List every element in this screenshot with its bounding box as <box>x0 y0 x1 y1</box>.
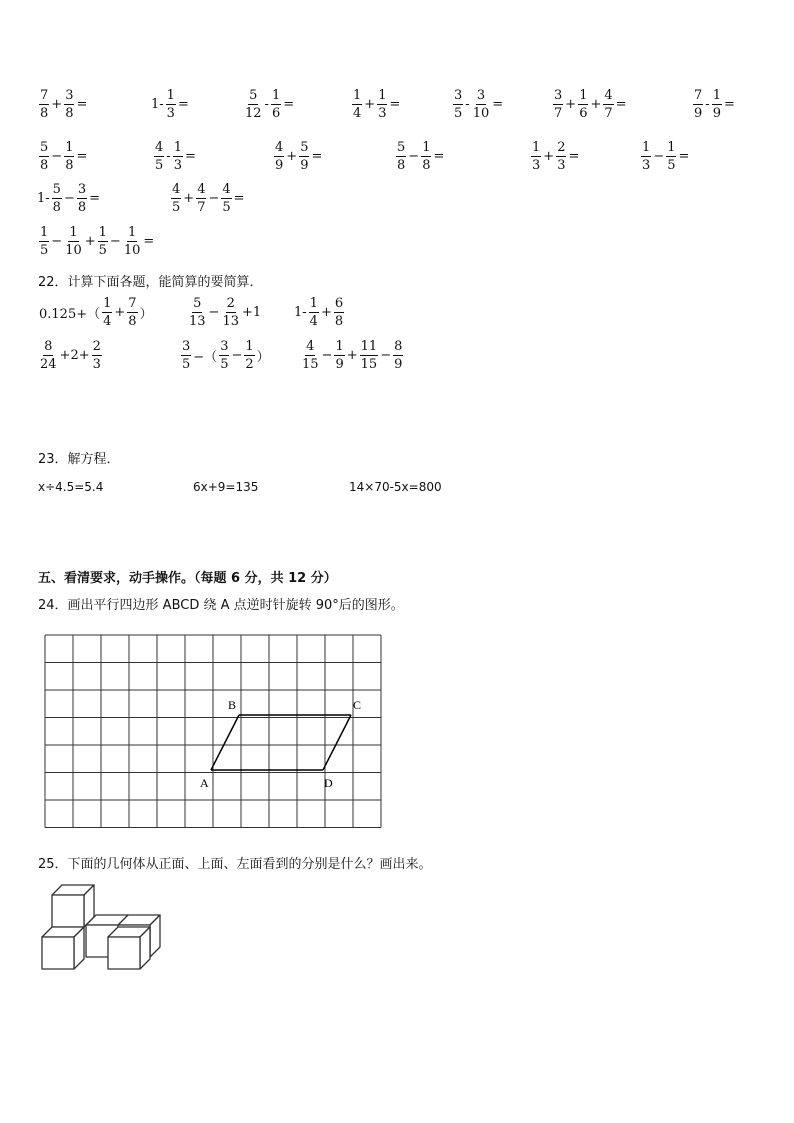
fraction <box>64 141 74 172</box>
operator-text: − <box>653 149 665 164</box>
cube-stack-figure <box>38 880 168 975</box>
numerator: 2 <box>92 339 101 354</box>
operator-text: = <box>76 97 88 112</box>
numerator: 5 <box>249 88 258 103</box>
vertex-label-d: D <box>324 776 333 790</box>
operator-text: = <box>283 97 295 112</box>
vertex-label-a: A <box>200 776 209 790</box>
denominator: 7 <box>554 106 563 121</box>
fraction <box>166 89 176 120</box>
operator-text: = <box>143 234 155 249</box>
denominator: 8 <box>65 106 74 121</box>
numerator: 3 <box>77 182 87 197</box>
fraction <box>377 89 387 120</box>
numerator: 3 <box>220 339 229 354</box>
denominator: 15 <box>302 357 319 372</box>
fraction <box>39 340 58 371</box>
fraction <box>396 141 406 172</box>
denominator: 5 <box>220 357 229 372</box>
denominator: 8 <box>52 200 61 215</box>
q21-row2-expression-3 <box>273 141 323 172</box>
fraction <box>64 89 74 120</box>
numerator: 1 <box>166 88 175 103</box>
denominator: 5 <box>172 200 181 215</box>
fraction <box>221 297 240 328</box>
numerator: 8 <box>44 339 53 354</box>
fraction <box>39 226 49 257</box>
numerator: 3 <box>476 88 486 103</box>
q21-row2-expression-5 <box>530 141 580 172</box>
denominator: 8 <box>128 314 137 329</box>
section-five-title: 五、看清要求，动手操作。（每题 6 分，共 12 分） <box>38 571 337 586</box>
q22-row1-expression-1 <box>38 297 154 328</box>
fraction <box>188 297 207 328</box>
numerator: 4 <box>604 88 613 103</box>
denominator: 8 <box>40 158 49 173</box>
operator-text: + <box>51 97 63 112</box>
numerator: 4 <box>275 140 284 155</box>
vertex-label-c: C <box>353 698 362 712</box>
operator-text: 0.125+（ <box>39 307 101 322</box>
denominator: 4 <box>103 314 112 329</box>
q21-row1-expression-2 <box>150 89 190 120</box>
q21-row3-expression-1 <box>36 183 101 214</box>
denominator: 13 <box>222 314 239 329</box>
numerator: 5 <box>40 140 49 155</box>
denominator: 7 <box>197 200 206 215</box>
fraction <box>299 141 309 172</box>
denominator: 3 <box>378 106 387 121</box>
fraction <box>531 141 541 172</box>
operator-text: − <box>380 348 392 363</box>
fraction <box>352 89 362 120</box>
operator-text: = <box>311 149 323 164</box>
operator-text: - <box>465 97 470 112</box>
numerator: 1 <box>245 339 254 354</box>
numerator: 1 <box>335 339 344 354</box>
q21-row1-expression-5 <box>452 89 504 120</box>
fraction <box>77 183 87 214</box>
operator-text: - <box>166 149 171 164</box>
operator-text: − <box>51 234 63 249</box>
denominator: 3 <box>532 158 541 173</box>
q21-row2-expression-4 <box>395 141 445 172</box>
operator-text: - <box>705 97 710 112</box>
fraction <box>271 89 281 120</box>
fraction <box>52 183 62 214</box>
operator-text: - <box>264 97 269 112</box>
operator-text: ） <box>139 307 153 322</box>
numerator: 1 <box>40 225 49 240</box>
operator-text: − <box>231 348 243 363</box>
fraction <box>123 226 142 257</box>
operator-text: = <box>177 97 189 112</box>
denominator: 5 <box>222 200 231 215</box>
numerator: 2 <box>226 296 235 311</box>
numerator: 7 <box>40 88 49 103</box>
q21-row1-expression-1 <box>38 89 88 120</box>
fraction <box>393 340 403 371</box>
numerator: 1 <box>642 140 651 155</box>
equation-3: 14×70-5x=800 <box>349 480 442 494</box>
numerator: 1 <box>103 296 112 311</box>
equation-1: x÷4.5=5.4 <box>38 480 104 494</box>
rotation-grid-figure <box>40 630 385 830</box>
fraction <box>421 141 431 172</box>
numerator: 1 <box>353 88 362 103</box>
operator-text: = <box>615 97 627 112</box>
numerator: 8 <box>394 339 403 354</box>
denominator: 10 <box>123 243 141 258</box>
numerator: 4 <box>222 182 231 197</box>
operator-text: +2+ <box>59 348 90 363</box>
numerator: 1 <box>65 140 74 155</box>
operator-text: = <box>389 97 401 112</box>
operator-text: − <box>208 191 220 206</box>
operator-text: = <box>89 191 101 206</box>
numerator: 11 <box>360 339 378 354</box>
fraction <box>171 183 181 214</box>
fraction <box>64 226 83 257</box>
operator-text: = <box>433 149 445 164</box>
operator-text: + <box>565 97 577 112</box>
numerator: 7 <box>694 88 703 103</box>
operator-text: − <box>208 305 220 320</box>
numerator: 1 <box>378 88 387 103</box>
numerator: 1 <box>69 225 78 240</box>
q23-title: 23．解方程． <box>38 452 120 467</box>
cube-front-right <box>108 927 150 969</box>
operator-text: + <box>286 149 298 164</box>
fraction <box>221 183 231 214</box>
fraction <box>98 226 108 257</box>
fraction <box>219 340 229 371</box>
denominator: 9 <box>275 158 284 173</box>
numerator: 5 <box>193 296 202 311</box>
denominator: 5 <box>155 158 164 173</box>
fraction <box>196 183 206 214</box>
q21-row3-expression-2 <box>170 183 246 214</box>
denominator: 9 <box>694 106 703 121</box>
operator-text: + <box>590 97 602 112</box>
denominator: 5 <box>667 158 676 173</box>
denominator: 9 <box>394 357 403 372</box>
q21-row1-expression-3 <box>243 89 295 120</box>
denominator: 5 <box>40 243 49 258</box>
fraction <box>127 297 137 328</box>
numerator: 2 <box>557 140 566 155</box>
denominator: 6 <box>271 106 281 121</box>
fraction <box>360 340 379 371</box>
q22-row2-expression-3 <box>300 340 404 371</box>
q22-row1-expression-3 <box>293 297 345 328</box>
numerator: 1 <box>98 225 107 240</box>
fraction <box>92 340 102 371</box>
numerator: 1 <box>712 88 721 103</box>
operator-text: ） <box>256 350 270 365</box>
numerator: 1 <box>173 140 182 155</box>
fraction <box>334 297 344 328</box>
operator-text: = <box>184 149 196 164</box>
fraction <box>154 141 164 172</box>
q21-row4-expression-1 <box>38 226 155 257</box>
q24-title: 24．画出平行四边形 ABCD 绕 A 点逆时针旋转 90°后的图形。 <box>38 598 404 613</box>
q22-title: 22．计算下面各题，能简算的要简算． <box>38 275 263 290</box>
denominator: 15 <box>360 357 378 372</box>
denominator: 3 <box>173 158 182 173</box>
numerator: 3 <box>182 339 191 354</box>
fraction <box>39 89 49 120</box>
operator-text: − <box>408 149 420 164</box>
parallelogram-side-ab <box>211 715 239 770</box>
denominator: 8 <box>422 158 431 173</box>
q22-row1-expression-2 <box>187 297 262 328</box>
operator-text: 1- <box>37 191 50 206</box>
q21-row2-expression-2 <box>153 141 197 172</box>
operator-text: + <box>364 97 376 112</box>
q21-row1-expression-4 <box>351 89 401 120</box>
numerator: 1 <box>309 296 318 311</box>
fraction <box>102 297 112 328</box>
operator-text: + <box>183 191 195 206</box>
fraction <box>244 89 263 120</box>
operator-text: −（ <box>193 350 218 365</box>
denominator: 3 <box>92 357 101 372</box>
fraction <box>556 141 566 172</box>
cube-top <box>52 885 94 927</box>
numerator: 5 <box>300 140 309 155</box>
denominator: 9 <box>335 357 344 372</box>
denominator: 10 <box>65 243 82 258</box>
q22-row2-expression-2 <box>180 340 271 371</box>
operator-text: = <box>233 191 245 206</box>
numerator: 1 <box>127 225 137 240</box>
numerator: 4 <box>197 182 206 197</box>
fraction <box>578 89 588 120</box>
numerator: 5 <box>52 182 61 197</box>
operator-text: + <box>543 149 555 164</box>
numerator: 4 <box>172 182 181 197</box>
fraction <box>453 89 463 120</box>
denominator: 2 <box>245 357 254 372</box>
numerator: 1 <box>422 140 431 155</box>
fraction <box>712 89 722 120</box>
fraction <box>274 141 284 172</box>
cube-front-left <box>42 927 84 969</box>
equation-2: 6x+9=135 <box>193 480 259 494</box>
vertex-label-b: B <box>228 698 237 712</box>
denominator: 4 <box>353 106 362 121</box>
operator-text: = <box>76 149 88 164</box>
q25-title: 25．下面的几何体从正面、上面、左面看到的分别是什么？画出来。 <box>38 857 432 872</box>
operator-text: − <box>63 191 75 206</box>
denominator: 5 <box>182 357 191 372</box>
operator-text: = <box>678 149 690 164</box>
numerator: 3 <box>65 88 74 103</box>
q21-row1-expression-7 <box>692 89 736 120</box>
denominator: 8 <box>65 158 74 173</box>
fraction <box>301 340 320 371</box>
denominator: 3 <box>642 158 651 173</box>
denominator: 6 <box>579 106 588 121</box>
denominator: 5 <box>454 106 463 121</box>
parallelogram-side-cd <box>323 715 351 770</box>
operator-text: 1- <box>294 305 307 320</box>
operator-text: + <box>346 348 358 363</box>
operator-text: + <box>84 234 96 249</box>
q22-row2-expression-1 <box>38 340 103 371</box>
denominator: 13 <box>189 314 206 329</box>
numerator: 3 <box>554 88 563 103</box>
numerator: 1 <box>271 88 281 103</box>
operator-text: = <box>568 149 580 164</box>
operator-text: − <box>321 348 333 363</box>
denominator: 4 <box>309 314 318 329</box>
q21-row2-expression-6 <box>640 141 690 172</box>
operator-text: − <box>51 149 63 164</box>
operator-text: + <box>114 305 126 320</box>
denominator: 3 <box>166 106 175 121</box>
fraction <box>603 89 613 120</box>
q21-row2-expression-1 <box>38 141 88 172</box>
numerator: 1 <box>579 88 588 103</box>
denominator: 8 <box>77 200 87 215</box>
operator-text: +1 <box>242 305 262 320</box>
fraction <box>641 141 651 172</box>
fraction <box>244 340 254 371</box>
fraction <box>173 141 183 172</box>
operator-text: + <box>320 305 332 320</box>
operator-text: = <box>492 97 504 112</box>
denominator: 10 <box>472 106 490 121</box>
denominator: 24 <box>40 357 57 372</box>
denominator: 8 <box>334 314 344 329</box>
fraction <box>39 141 49 172</box>
numerator: 6 <box>334 296 344 311</box>
fraction <box>666 141 676 172</box>
numerator: 4 <box>306 339 315 354</box>
q21-row1-expression-6 <box>552 89 628 120</box>
fraction <box>553 89 563 120</box>
numerator: 5 <box>397 140 406 155</box>
denominator: 3 <box>557 158 566 173</box>
numerator: 1 <box>532 140 541 155</box>
operator-text: − <box>109 234 121 249</box>
denominator: 7 <box>604 106 613 121</box>
operator-text: = <box>723 97 735 112</box>
denominator: 8 <box>40 106 49 121</box>
fraction <box>472 89 491 120</box>
denominator: 9 <box>300 158 309 173</box>
fraction <box>309 297 319 328</box>
fraction <box>334 340 344 371</box>
numerator: 7 <box>128 296 137 311</box>
fraction <box>693 89 703 120</box>
denominator: 12 <box>245 106 262 121</box>
numerator: 4 <box>155 140 164 155</box>
denominator: 8 <box>397 158 406 173</box>
numerator: 3 <box>454 88 463 103</box>
fraction <box>181 340 191 371</box>
denominator: 9 <box>712 106 721 121</box>
denominator: 5 <box>98 243 107 258</box>
numerator: 1 <box>667 140 676 155</box>
operator-text: 1- <box>151 97 164 112</box>
